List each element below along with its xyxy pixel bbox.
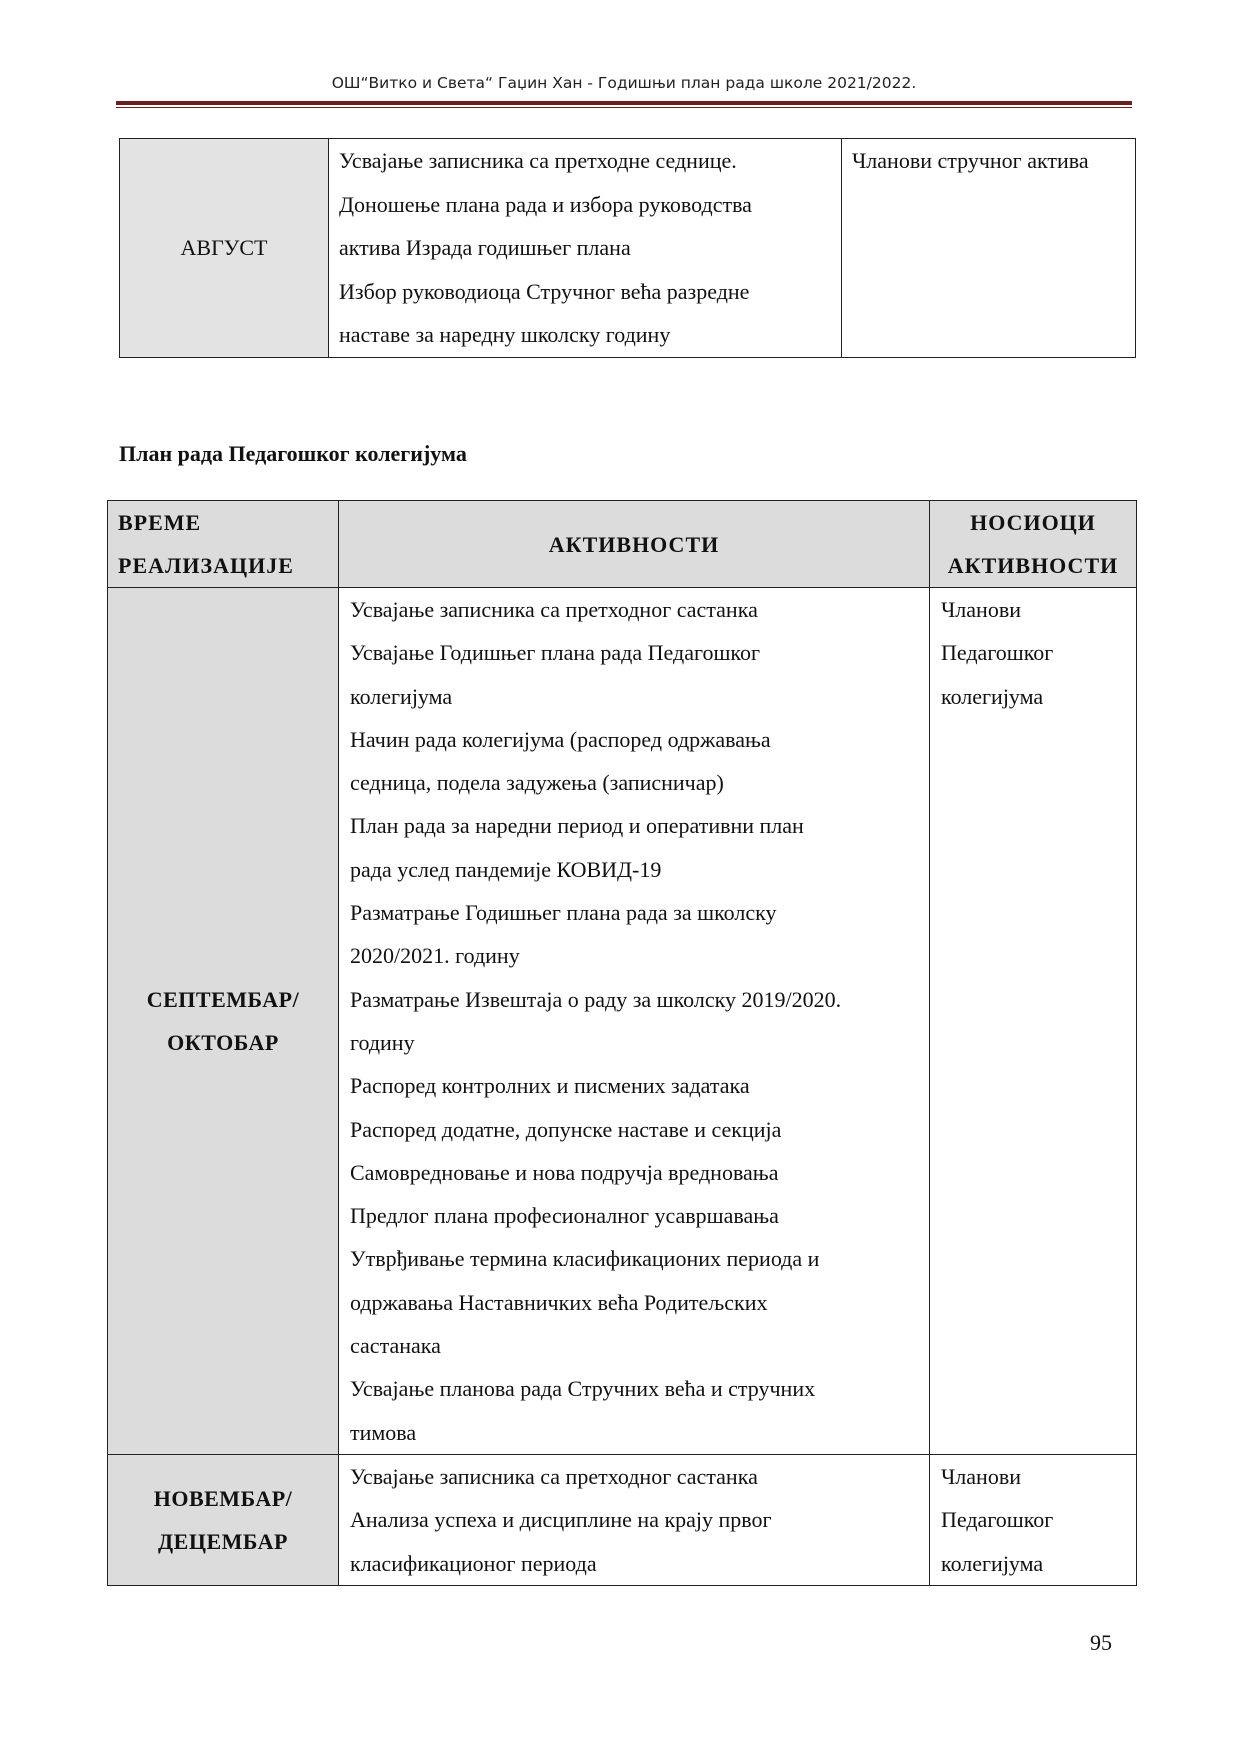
header-responsible: [930, 501, 1137, 588]
activity-line: Усвајање записника са претходне седнице.: [339, 148, 737, 173]
activity-line: састанака: [350, 1333, 441, 1359]
table-header-row: [108, 501, 1137, 588]
page-number: 95: [1090, 1630, 1112, 1655]
header-time: [108, 501, 339, 588]
responsible-line: Чланови: [941, 1463, 1021, 1489]
header-rule: [116, 101, 1132, 105]
responsible-cell: [930, 1454, 1137, 1585]
activities-cell: [339, 1454, 930, 1585]
activity-line: Распоред додатне, допунске наставе и секција: [350, 1116, 782, 1142]
period-line: СЕПТЕМБАР/: [146, 986, 300, 1012]
period-line: ОКТОБАР: [167, 1029, 279, 1055]
activity-line: Самовредновање и нова подручја вредновања: [350, 1159, 779, 1185]
activity-line: Усвајање записника са претходног састанка: [350, 597, 758, 622]
activity-line: Усвајање записника са претходног састанка: [350, 1463, 758, 1489]
period-cell: [108, 1454, 339, 1585]
activity-line: класификационог периода: [350, 1550, 597, 1576]
activity-line: Доношење плана рада и избора руководства: [339, 191, 752, 217]
header-responsible-line2: АКТИВНОСТИ: [947, 553, 1119, 578]
kolegijum-plan-table: [107, 500, 1137, 1586]
activity-line: Разматрање Годишњег плана рада за школску: [350, 900, 777, 926]
responsible-line: Чланови: [941, 597, 1021, 622]
activity-line: седница, подела задужења (записничар): [350, 770, 724, 796]
responsible-line: колегијума: [941, 1550, 1044, 1576]
header-time-line1: ВРЕМЕ: [118, 510, 202, 535]
header-time-line2: РЕАЛИЗАЦИЈЕ: [118, 553, 294, 578]
month-cell: АВГУСТ: [120, 139, 329, 358]
period-line: НОВЕМБАР/: [153, 1485, 293, 1511]
header-activities: АКТИВНОСТИ: [339, 501, 930, 588]
activity-line: Утврђивање термина класификационих периода и: [350, 1246, 820, 1272]
period-line: ДЕЦЕМБАР: [158, 1528, 288, 1554]
activity-line: Усвајање планова рада Стручних већа и стручних: [350, 1376, 816, 1402]
responsible-cell: [930, 588, 1137, 1455]
table-row: [108, 1454, 1137, 1585]
activity-line: колегијума: [350, 683, 453, 709]
header-responsible-line1: НОСИОЦИ: [970, 510, 1096, 535]
activity-line: Усвајање Годишњег плана рада Педагошког: [350, 640, 760, 666]
activity-line: тимова: [350, 1419, 417, 1445]
responsible-line: Педагошког: [941, 640, 1054, 666]
responsible-cell: Чланови стручног актива: [842, 139, 1136, 358]
table-row: [108, 588, 1137, 1455]
activity-line: План рада за наредни период и оперативни план: [350, 813, 804, 839]
activity-line: годину: [350, 1029, 415, 1055]
activities-cell: [329, 139, 842, 358]
activity-line: Избор руководиоца Стручног већа разредне: [339, 278, 750, 304]
activity-line: Разматрање Извештаја о раду за школску 2019/2020.: [350, 986, 842, 1012]
period-cell: [108, 588, 339, 1455]
activity-line: Начин рада колегијума (распоред одржавања: [350, 726, 771, 752]
activity-line: Распоред контролних и писмених задатака: [350, 1073, 750, 1099]
activity-line: одржавања Наставничких већа Родитељских: [350, 1289, 768, 1315]
activity-line: Предлог плана професионалног усавршавања: [350, 1203, 779, 1229]
aktiv-plan-table: [119, 138, 1136, 358]
section-title: План рада Педагошког колегијума: [119, 441, 467, 466]
activity-line: актива Израда годишњег плана: [339, 235, 631, 260]
activity-line: 2020/2021. годину: [350, 943, 520, 969]
header-rule-thin: [116, 107, 1132, 108]
activity-line: наставе за наредну школску годину: [339, 322, 671, 347]
activity-line: Анализа успеха и дисциплине на крају првог: [350, 1507, 772, 1533]
activities-cell: [339, 588, 930, 1455]
activity-line: рада услед пандемије КОВИД-19: [350, 856, 662, 882]
table-row: [120, 139, 1136, 358]
responsible-line: колегијума: [941, 683, 1044, 709]
running-header: ОШ“Витко и Света“ Гаџин Хан - Годишњи план рада школе 2021/2022.: [331, 74, 917, 92]
responsible-line: Педагошког: [941, 1507, 1054, 1533]
